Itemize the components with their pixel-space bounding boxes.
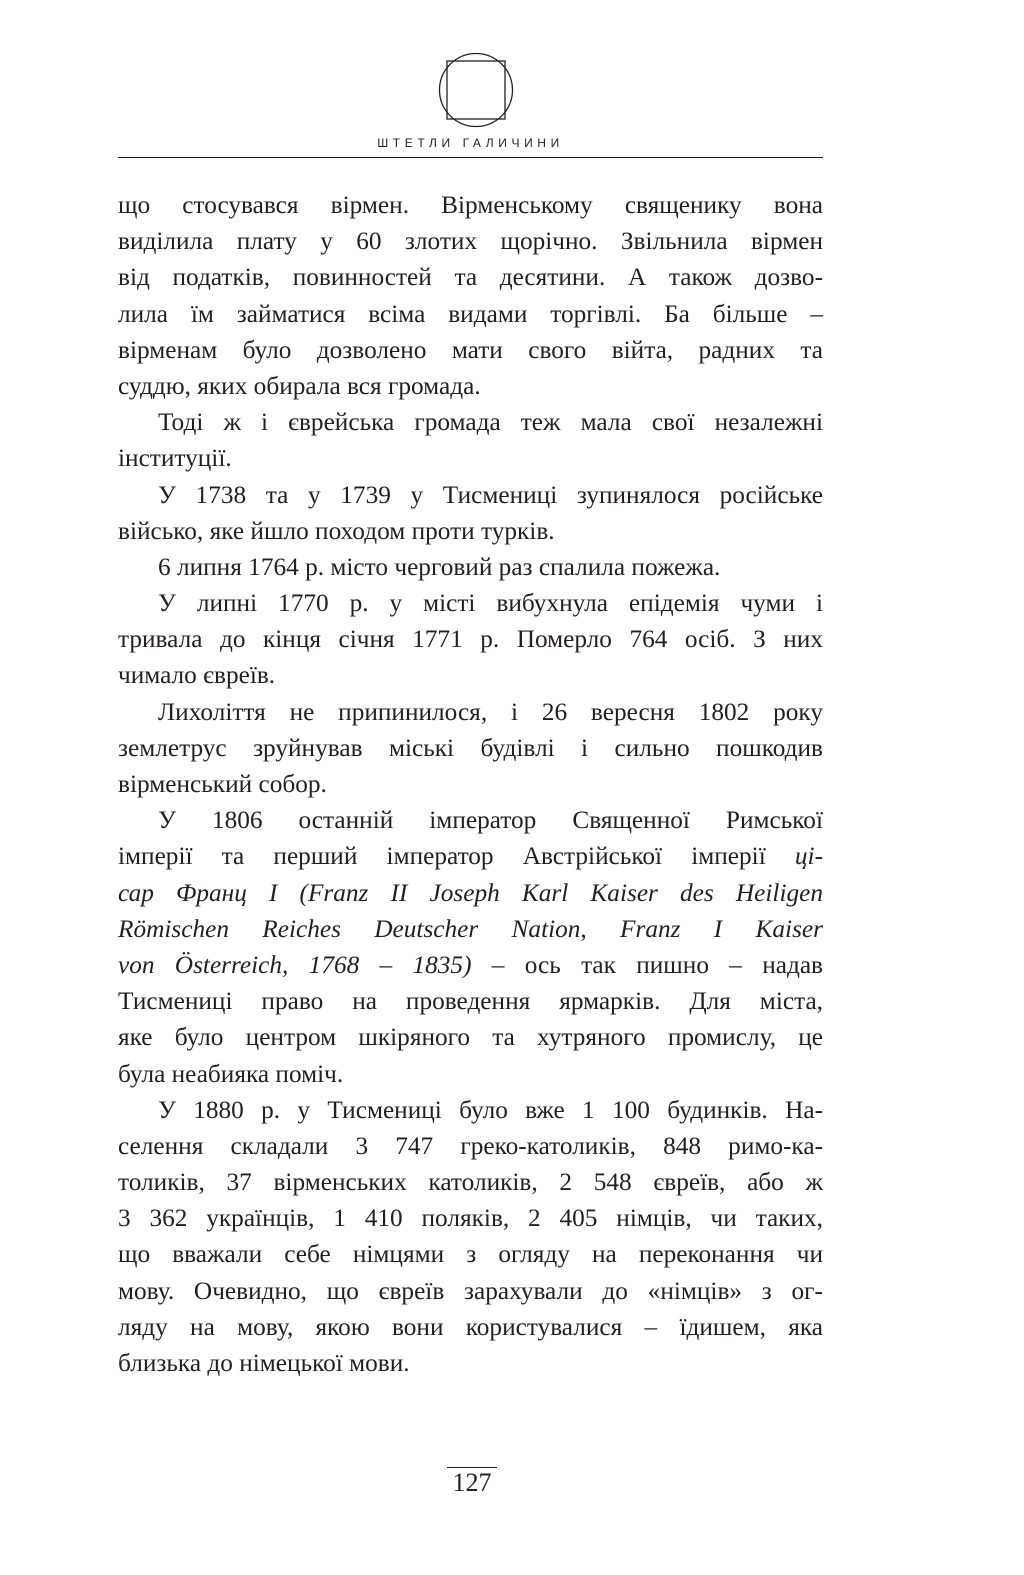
line-text: лила їм займатися всіма видами торгівлі. Ба більше –: [118, 299, 823, 328]
text-line: [118, 296, 823, 332]
line-text: що вважали себе німцями з огляду на переконання чи: [118, 1240, 823, 1269]
text-line: [118, 1019, 823, 1055]
text-line: [118, 549, 823, 585]
line-text: У 1738 та у 1739 у Тисмениці зупинялося російське: [158, 480, 823, 509]
text-line: [118, 947, 823, 983]
text-line: [118, 730, 823, 766]
text-line: [118, 657, 823, 693]
text-line: [118, 875, 823, 911]
line-text: від податків, повинностей та десятини. А також дозво-: [118, 263, 823, 292]
line-text: толиків, 37 вірменських католиків, 2 548 євреїв, або ж: [118, 1168, 823, 1197]
line-text: У липні 1770 р. у місті вибухнула епідемія чуми і: [158, 589, 823, 618]
line-text: чимало євреїв.: [118, 661, 276, 690]
text-line: [118, 477, 823, 513]
text-line: [118, 1200, 823, 1236]
line-text: Лихоліття не припинилося, і 26 вересня 1802 року: [158, 697, 823, 726]
text-line: [118, 838, 823, 874]
line-text: Тоді ж і єврейська громада теж мала свої незалежні: [158, 408, 823, 437]
line-text: виділила плату у 60 злотих щорічно. Звільнила вірмен: [118, 227, 823, 256]
text-line: [118, 332, 823, 368]
line-text: – ось так пишно – надав: [471, 950, 823, 979]
italic-text: von Österreich, 1768 – 1835): [118, 950, 472, 979]
text-line: [118, 513, 823, 549]
line-text: суддю, яких обирала вся громада.: [118, 371, 481, 400]
line-text: яке було центром шкіряного та хутряного промислу, це: [118, 1023, 823, 1052]
text-line: [118, 766, 823, 802]
text-line: [118, 404, 823, 440]
line-text: вірменам було дозволено мати свого війта, радних та: [118, 335, 823, 364]
line-text: землетрус зруйнував міські будівлі і сильно пошкодив: [118, 733, 823, 762]
text-line: [118, 1092, 823, 1128]
text-line: [118, 259, 823, 295]
line-text: У 1880 р. у Тисмениці було вже 1 100 будинків. На-: [158, 1095, 823, 1124]
text-line: [118, 1309, 823, 1345]
line-text: інституції.: [118, 444, 232, 473]
line-text: 6 липня 1764 р. місто черговий раз спалила пожежа.: [158, 552, 721, 581]
line-text: була неабияка поміч.: [118, 1059, 344, 1088]
text-line: [118, 621, 823, 657]
text-line: [118, 1273, 823, 1309]
text-line: [118, 911, 823, 947]
line-text: військо, яке йшло походом проти турків.: [118, 516, 555, 545]
line-text: мову. Очевидно, що євреїв зарахували до «німців» з ог-: [118, 1276, 823, 1305]
page-number: 127: [452, 1468, 492, 1497]
line-text: імперії та перший імператор Австрійської імперії: [118, 842, 795, 871]
italic-text: сар Франц I (Franz II Joseph Karl Kaiser des Heiligen: [118, 878, 823, 907]
line-text: вірменський собор.: [118, 770, 327, 798]
line-text: що стосувався вірмен. Вірменському священику вона: [118, 191, 823, 219]
text-line: [118, 223, 823, 259]
line-text: У 1806 останній імператор Священної Римської: [158, 806, 823, 835]
line-text: селення складали 3 747 греко-католиків, 848 римо-ка-: [118, 1131, 823, 1160]
line-text: близька до німецької мови.: [118, 1349, 410, 1377]
italic-text: Römischen Reiches Deutscher Nation, Franz I Kaiser: [118, 914, 823, 943]
header-rule: [118, 157, 823, 158]
line-text: Тисмениці право на проведення ярмарків. Для міста,: [118, 987, 823, 1016]
text-line: [118, 1164, 823, 1200]
text-line: [118, 694, 823, 730]
body-text: [118, 187, 823, 1381]
text-line: [118, 585, 823, 621]
text-line: [118, 802, 823, 838]
text-line: [118, 440, 823, 476]
text-line: [118, 1236, 823, 1272]
text-line: [118, 1345, 823, 1381]
text-line: [118, 1056, 823, 1092]
line-text: ляду на мову, якою вони користувалися – їдишем, яка: [118, 1312, 823, 1341]
text-line: [118, 1128, 823, 1164]
italic-text: ці-: [794, 842, 823, 871]
circle-square-emblem-icon: [438, 52, 514, 128]
line-text: 3 362 українців, 1 410 поляків, 2 405 німців, чи таких,: [118, 1204, 823, 1233]
running-head: ШТЕТЛИ ГАЛИЧИНИ: [377, 136, 564, 150]
text-line: [118, 983, 823, 1019]
line-text: тривала до кінця січня 1771 р. Померло 764 осіб. З них: [118, 625, 823, 654]
text-line: [118, 368, 823, 404]
text-line: [118, 187, 823, 223]
